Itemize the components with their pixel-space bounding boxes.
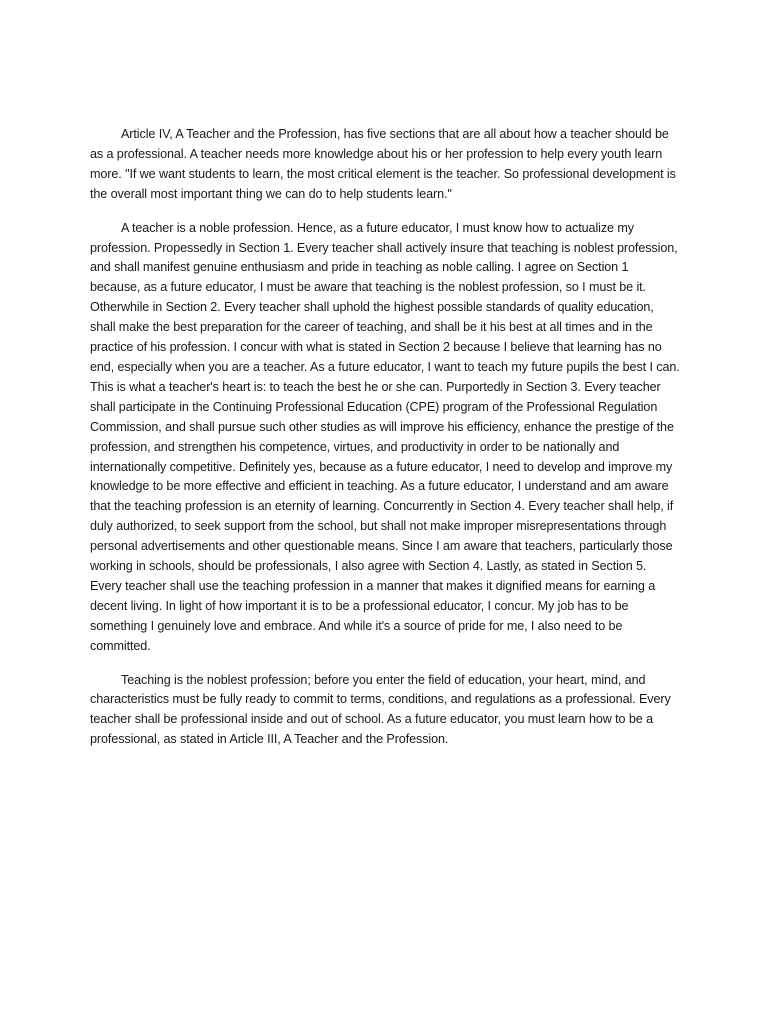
paragraph-intro: Article IV, A Teacher and the Profession, has five sections that are all about how a teacher should be as a professional. A teacher needs more knowledge about his or her profession to help every youth learn more. "If we want students to learn, the most critical element is the teacher. So professional development is the overall most important thing we can do to help students learn.": [90, 127, 676, 201]
paragraph-conclusion: Teaching is the noblest profession; before you enter the field of education, your heart, mind, and characteristics must be fully ready to commit to terms, conditions, and regulations as a professional. Every teacher shall be professional inside and out of school. As a future educator, you must learn how to be a professional, as stated in Article III, A Teacher and the Profession.: [90, 672, 671, 747]
document-body: [90, 125, 680, 764]
paragraph-sections: A teacher is a noble profession. Hence, as a future educator, I must know how to actualize my profession. Propessedly in Section 1. Every teacher shall actively insure that teaching is noblest profession, and shall manifest genuine enthusiasm and pride in teaching as noble calling. I agree on Section 1 because, as a future educator, I must be aware that teaching is the noblest profession, so I must be it. Otherwhile in Section 2. Every teacher shall uphold the highest possible standards of quality education, shall make the best preparation for the career of teaching, and shall be it his best at all times and in the practice of his profession. I concur with what is stated in Section 2 because I believe that learning has no end, especially when you are a teacher. As a future educator, I want to teach my future pupils the best I can. This is what a teacher's heart is: to teach the best he or she can. Purportedly in Section 3. Every teacher shall participate in the Continuing Professional Education (CPE) program of the Professional Regulation Commission, and shall pursue such other studies as will improve his efficiency, enhance the prestige of the profession, and strengthen his competence, virtues, and productivity in order to be nationally and internationally competitive. Definitely yes, because as a future educator, I need to develop and improve my knowledge to be more effective and efficient in teaching. As a future educator, I understand and am aware that the teaching profession is an eternity of learning. Concurrently in Section 4. Every teacher shall help, if duly authorized, to seek support from the school, but shall not make improper misrepresentations through personal advertisements and other questionable means. Since I am aware that teachers, particularly those working in schools, should be professionals, I also agree with Section 4. Lastly, as stated in Section 5. Every teacher shall use the teaching profession in a manner that makes it dignified means for earning a decent living. In light of how important it is to be a professional educator, I concur. My job has to be something I genuinely love and embrace. And while it's a source of pride for me, I also need to be committed.: [90, 220, 680, 653]
